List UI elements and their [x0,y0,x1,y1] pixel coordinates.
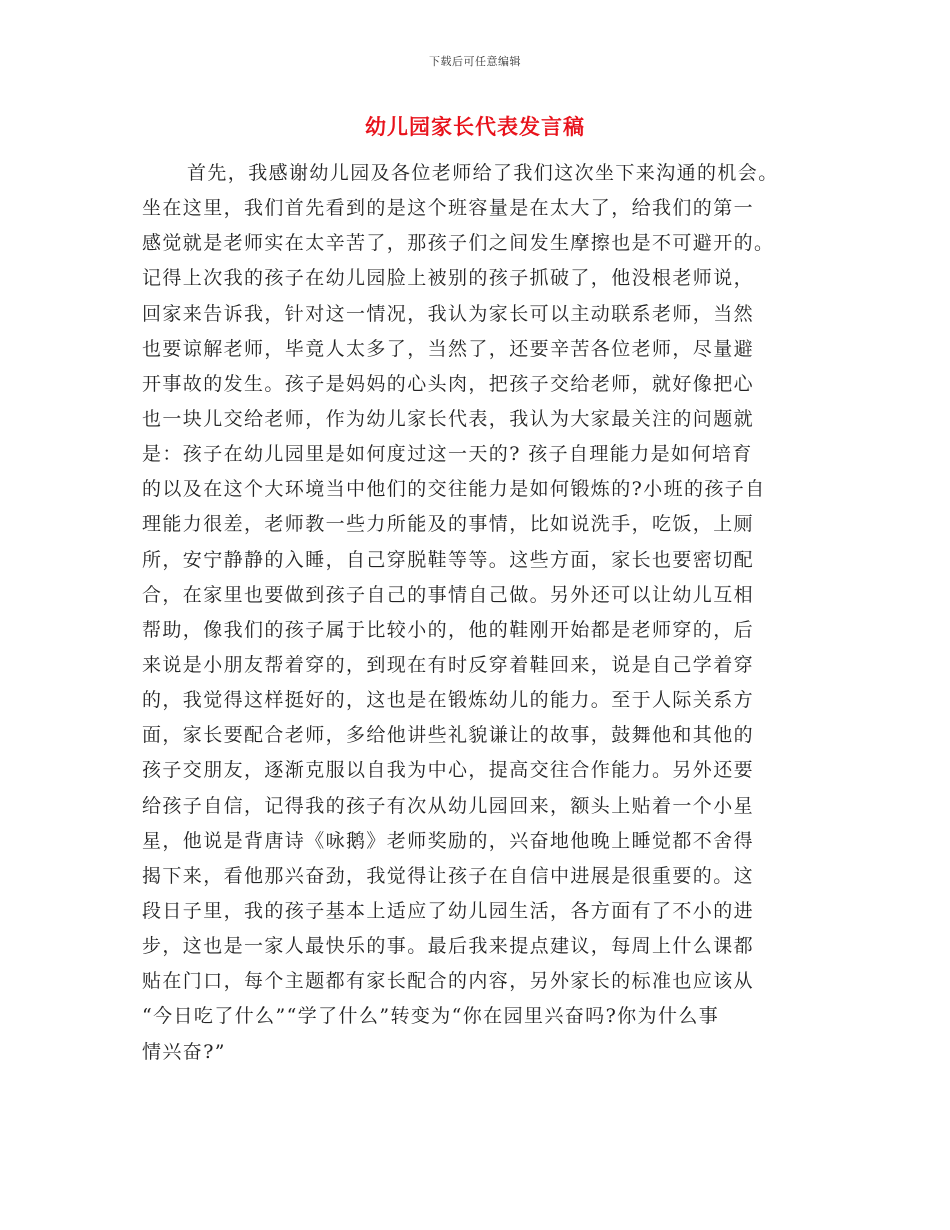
body-line: 记得上次我的孩子在幼儿园脸上被别的孩子抓破了，他没根老师说， [142,267,755,290]
body-line: 回家来告诉我，针对这一情况，我认为家长可以主动联系老师，当然 [142,302,755,325]
body-line: 所，安宁静静的入睡，自己穿脱鞋等等。这些方面，家长也要密切配 [142,548,755,571]
body-line: 星，他说是背唐诗《咏鹅》老师奖励的，兴奋地他晚上睡觉都不舍得 [142,829,755,852]
body-line: 情兴奋?” [142,1040,226,1063]
body-line: 的以及在这个大环境当中他们的交往能力是如何锻炼的?小班的孩子自 [142,478,766,501]
body-line: 帮助，像我们的孩子属于比较小的，他的鞋刚开始都是老师穿的，后 [142,618,755,641]
page-header-note: 下载后可任意编辑 [429,55,521,68]
body-line: 贴在门口，每个主题都有家长配合的内容，另外家长的标准也应该从 [142,970,755,993]
body-line: 合，在家里也要做到孩子自己的事情自己做。另外还可以让幼儿互相 [142,583,755,606]
document-title: 幼儿园家长代表发言稿 [365,114,585,139]
body-line: 步，这也是一家人最快乐的事。最后我来提点建议，每周上什么课都 [142,935,755,958]
body-line: “今日吃了什么”“学了什么”转变为“你在园里兴奋吗?你为什么事 [142,1005,720,1028]
body-line: 也要谅解老师，毕竟人太多了，当然了，还要辛苦各位老师，尽量避 [142,337,755,360]
document-body [142,156,812,1070]
body-line: 面，家长要配合老师，多给他讲些礼貌谦让的故事，鼓舞他和其他的 [142,724,755,747]
body-line: 开事故的发生。孩子是妈妈的心头肉，把孩子交给老师，就好像把心 [142,372,755,395]
body-line: 来说是小朋友帮着穿的，到现在有时反穿着鞋回来，说是自己学着穿 [142,653,755,676]
body-line: 坐在这里，我们首先看到的是这个班容量是在太大了，给我们的第一 [142,197,755,220]
body-line: 给孩子自信，记得我的孩子有次从幼儿园回来，额头上贴着一个小星 [142,794,755,817]
body-line: 是：孩子在幼儿园里是如何度过这一天的? 孩子自理能力是如何培育 [142,443,753,466]
body-line: 的，我觉得这样挺好的，这也是在锻炼幼儿的能力。至于人际关系方 [142,689,755,712]
body-line: 首先，我感谢幼儿园及各位老师给了我们这次坐下来沟通的机会。 [187,162,779,184]
body-line: 理能力很差，老师教一些力所能及的事情，比如说洗手，吃饭，上厕 [142,513,755,536]
body-line: 感觉就是老师实在太辛苦了，那孩子们之间发生摩擦也是不可避开的。 [142,232,775,255]
body-line: 揭下来，看他那兴奋劲，我觉得让孩子在自信中进展是很重要的。这 [142,864,755,887]
body-line: 也一块儿交给老师，作为幼儿家长代表，我认为大家最关注的问题就 [142,407,755,430]
body-line: 段日子里，我的孩子基本上适应了幼儿园生活，各方面有了不小的进 [142,899,755,922]
body-line: 孩子交朋友，逐渐克服以自我为中心，提高交往合作能力。另外还要 [142,759,755,782]
